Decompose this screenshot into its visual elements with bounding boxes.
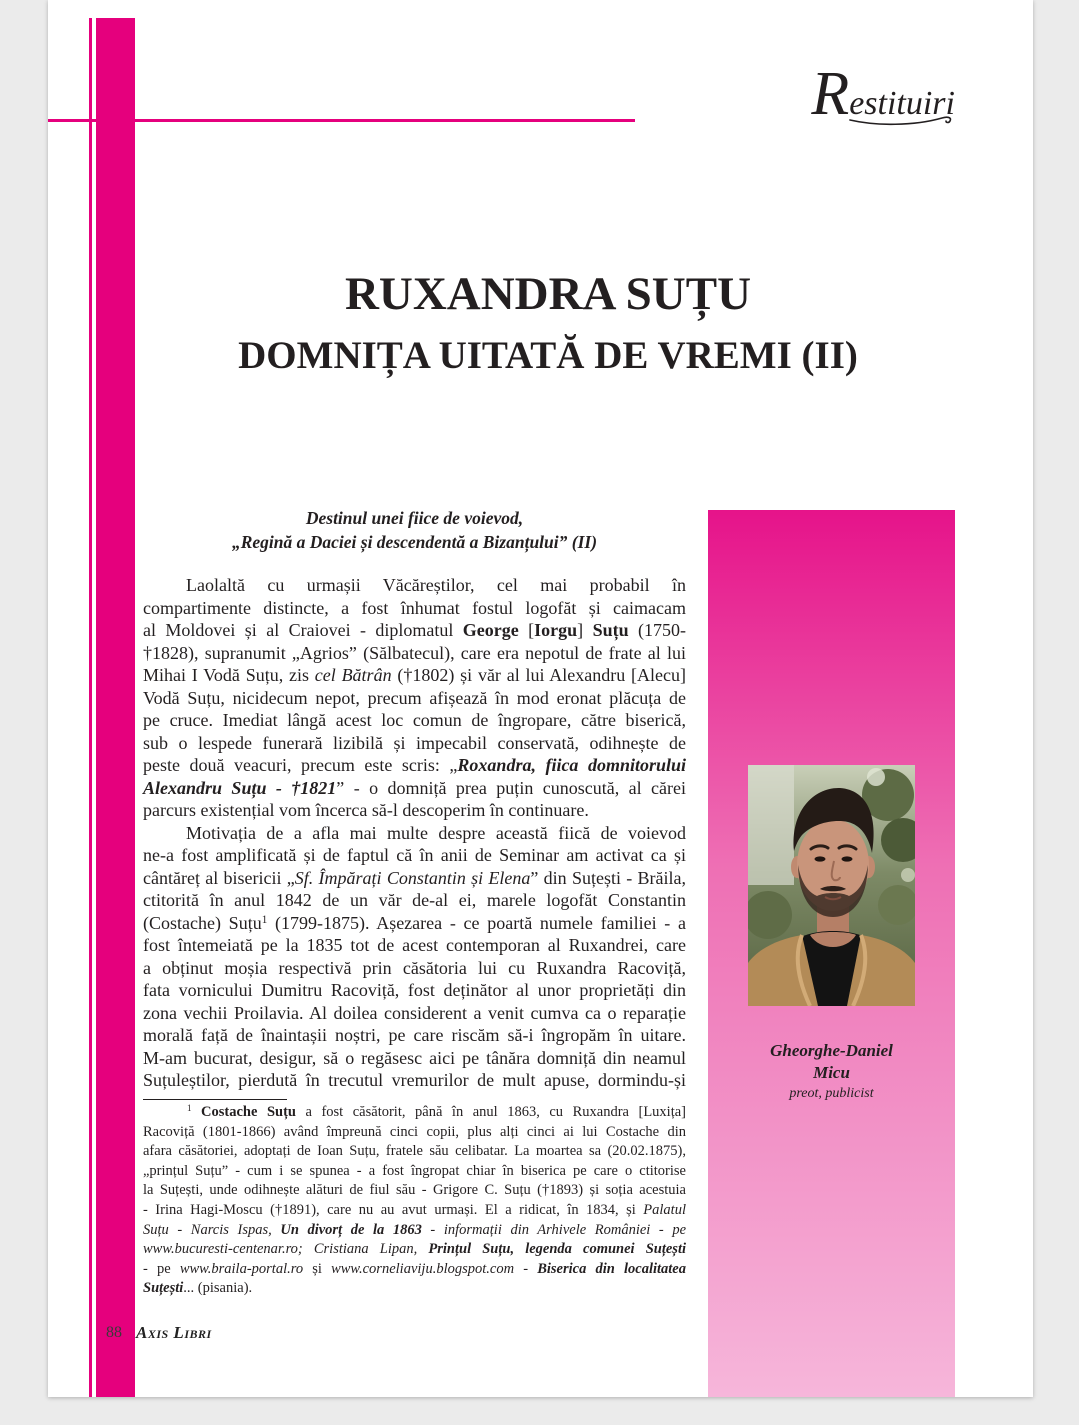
text-run: www.braila-portal.ro (179, 1260, 304, 1277)
text-line (143, 687, 686, 710)
text-line-content (143, 710, 686, 730)
footnote-separator (143, 1099, 287, 1100)
magazine-name: Axis Libri (136, 1323, 212, 1342)
text-run: - pe (143, 1260, 180, 1277)
text-run: sub o lespede funerară lizibilă și impecabil conservată, odihnește de (143, 732, 686, 753)
article-lead (143, 506, 686, 554)
text-line (143, 1240, 686, 1260)
text-line-content (143, 890, 686, 910)
text-line (143, 619, 686, 642)
text-run: Palatul (643, 1201, 686, 1218)
text-run: ... (pisania). (183, 1280, 253, 1297)
text-run: fost întemeiată pe la 1835 tot de acest contemporan al Ruxandrei, care (143, 935, 686, 955)
text-line (143, 1024, 686, 1047)
footnote-paragraph (143, 1103, 686, 1299)
text-run: Un divorț de la 1863 (280, 1221, 422, 1238)
text-line (143, 1103, 686, 1123)
text-line (143, 867, 686, 890)
footnote-ref: 1 (261, 913, 268, 926)
text-line-content (143, 778, 686, 798)
text-run: ] (577, 620, 593, 640)
text-line-content (143, 1003, 686, 1023)
text-line (143, 1002, 686, 1025)
text-run: M-am bucurat, desigur, să o regăsesc aici pe tânăra domniță din neamul (143, 1047, 686, 1068)
text-line (143, 1201, 686, 1221)
text-line (143, 642, 686, 665)
text-run: www.corneliaviju.blogspot.com (331, 1260, 515, 1277)
text-line (143, 957, 686, 980)
text-run: (†1802) și văr al lui Alexandru [Alecu] (391, 665, 687, 685)
text-run: Iorgu (534, 620, 578, 640)
text-line-content (143, 1261, 686, 1277)
text-line-content (143, 1025, 686, 1045)
author-role: preot, publicist (789, 1086, 874, 1101)
text-line-content (187, 1104, 686, 1120)
text-line-content (143, 1202, 686, 1218)
text-line (143, 574, 686, 597)
text-line (143, 1221, 686, 1241)
text-run: Racoviță (1801-1866) având împreună cinci copii, plus alți cinci ai lui Costache din (143, 1123, 686, 1140)
text-line-content (143, 1124, 686, 1140)
text-line (143, 1260, 686, 1280)
text-run: Suțești (143, 1280, 184, 1297)
accent-bar-vertical (96, 18, 135, 1397)
text-line-content (143, 1241, 686, 1257)
page-number: 88 (106, 1324, 122, 1341)
footnote-ref: 1 (187, 1103, 192, 1114)
text-run: pe cruce. Imediat lângă acest loc comun de îngropare, către biserică, (143, 710, 686, 730)
text-line (143, 1279, 686, 1299)
text-run: - informații din Arhivele României - pe (421, 1221, 687, 1238)
text-line-content (143, 688, 686, 708)
text-line-content (143, 1070, 686, 1090)
text-line (143, 822, 686, 845)
text-run: Prințul Suțu, legenda comunei Suțești (428, 1241, 687, 1258)
text-run: „prințul Suțu” - cum i se spunea - a fost îngropat chiar în biserica pe care o ctitorise (143, 1162, 686, 1179)
text-run: cântăreț al bisericii „ (143, 867, 295, 888)
text-line-content (143, 733, 686, 753)
text-run: Motivația de a afla mai multe despre această fiică de voievod (186, 822, 686, 843)
text-line-content (143, 800, 589, 820)
text-run: la Suțești, unde odihnește alături de fiul său - Grigore C. Suțu (†1893) și soția acestuia (143, 1182, 686, 1199)
text-run: Costache Suțu (191, 1104, 296, 1120)
text-line (143, 664, 686, 687)
article-title: RUXANDRA SUȚU (344, 268, 752, 320)
text-line-content (143, 1143, 686, 1159)
text-line-content (143, 913, 686, 933)
section-swash (846, 112, 958, 128)
text-line (143, 1047, 686, 1070)
text-run: Laolaltă cu urmașii Văcăreștilor, cel mai probabil în (186, 575, 686, 595)
text-run: - (514, 1260, 538, 1277)
text-line-content (143, 643, 686, 663)
article-subtitle: DOMNIȚA UITATĂ DE VREMI (II) (238, 334, 858, 377)
article-body (143, 574, 686, 1092)
footnote (143, 1103, 686, 1299)
text-run: morală față de înaintașii noștri, pe care riscăm să-i îngropăm în uitare. (143, 1025, 686, 1045)
text-line-content (143, 958, 686, 978)
text-run: Suțu (592, 620, 629, 640)
text-line (143, 709, 686, 732)
text-line (143, 754, 686, 777)
text-run: ” - o domniță prea puțin cunoscută, al cărei (336, 777, 686, 798)
accent-rule-horizontal (48, 119, 635, 122)
text-run: ” din Suțești - Brăila, (530, 867, 686, 888)
text-run: (Costache) Suțu (143, 912, 262, 933)
text-run: a obținut moșia respectivă prin căsătoria lui cu Ruxandra Racoviță, (143, 957, 686, 978)
text-line (143, 1069, 686, 1092)
text-line (143, 844, 686, 867)
text-run: (1799-1875). Așezarea - ce poartă numele familiei - a (267, 912, 687, 933)
text-run: Alexandru Suțu - †1821 (143, 777, 337, 798)
author-name: Gheorghe-Daniel (770, 1041, 893, 1060)
text-run: și (303, 1260, 332, 1277)
author-photo (748, 765, 915, 1006)
text-run: Roxandra, fiica domnitorului (457, 755, 686, 775)
text-line (143, 912, 686, 935)
text-run: Biserica din localitatea (537, 1260, 686, 1277)
text-line (143, 597, 686, 620)
text-line (143, 1142, 686, 1162)
text-line (143, 1181, 686, 1201)
text-line-content (143, 845, 686, 865)
text-line-content (143, 935, 686, 955)
text-run: zona vechii Proilavia. Al doilea considerent a venit cumva ca o reparație (143, 1002, 686, 1023)
text-run: al Moldovei și al Craiovei - diplomatul (143, 620, 463, 640)
accent-rule-vertical (89, 18, 92, 1397)
text-run: †1828), supranumit „Agrios” (Sălbatecul), care era nepotul de frate al lui (143, 642, 686, 663)
text-line (143, 934, 686, 957)
text-line-content (143, 868, 686, 888)
text-line-content (143, 1048, 686, 1068)
text-line (143, 1162, 686, 1182)
text-run: Suțu - Narcis Ispas, (143, 1221, 281, 1238)
text-line (143, 732, 686, 755)
text-run: parcurs existențial vom încerca să-l descoperim în continuare. (143, 800, 589, 820)
text-run: (1750- (628, 620, 687, 640)
body-paragraph (143, 574, 686, 822)
text-run: peste două veacuri, precum este scris: „ (143, 755, 458, 775)
author-surname: Micu (813, 1063, 850, 1082)
text-run: Mihai I Vodă Suțu, zis (143, 665, 315, 685)
text-line-content (143, 755, 686, 775)
text-run: [ (518, 620, 535, 640)
lead-line: Destinul unei fiice de voievod, (305, 508, 524, 528)
text-line-content (186, 575, 686, 595)
text-run: a fost căsătorit, până în anul 1863, cu Ruxandra [Luxița] (295, 1104, 686, 1120)
text-run: - Irina Hagi-Moscu (†1891), care nu au avut urmași. El a ridicat, în 1834, și (143, 1201, 644, 1218)
text-run: afara căsătoriei, adoptați de Ioan Suțu, fratele său celibatar. La moartea sa (20.02.1875), (143, 1143, 686, 1160)
text-line (143, 777, 686, 800)
text-line-content (143, 980, 686, 1000)
text-line-content (143, 1222, 686, 1238)
text-line-content (143, 1182, 686, 1198)
text-run: Suțuleștilor, pierdută în trecutul vremurilor de mult apuse, dormindu-și (143, 1070, 686, 1090)
text-line (143, 1123, 686, 1143)
text-line-content (143, 1280, 252, 1296)
section-title: Restituiri (811, 60, 955, 128)
text-run: cel Bătrân (314, 665, 392, 685)
text-line (143, 889, 686, 912)
text-line (143, 799, 686, 822)
text-line-content (143, 1163, 686, 1179)
text-line-content (143, 598, 686, 618)
text-run: www.bucuresti-centenar.ro; Cristiana Lipan, (143, 1241, 429, 1258)
text-line-content (143, 620, 686, 640)
body-paragraph (143, 822, 686, 1092)
text-line-content (186, 823, 686, 843)
text-run: Sf. Împărați Constantin și Elena (294, 867, 531, 888)
text-run: George (462, 620, 519, 640)
text-line (143, 979, 686, 1002)
text-run: fata vornicului Dumitru Racoviță, fost deținător al unor proprietăți din (143, 980, 686, 1000)
text-run: compartimente distincte, a fost înhumat fostul logofăt și caimacam (143, 597, 686, 618)
text-run: ctitorită în anul 1842 de un văr de-al ei, marele logofăt Constantin (143, 890, 686, 910)
lead-line: „Regină a Daciei și descendentă a Bizanțului” (II) (231, 532, 598, 552)
text-run: Vodă Suțu, nicidecum nepot, precum afișează în mod eronat plăcuța de (143, 687, 686, 708)
text-run: ne-a fost amplificată și de faptul că în anii de Seminar am activat ca și (143, 845, 686, 865)
text-line-content (143, 665, 686, 685)
author-caption (708, 1040, 955, 1104)
